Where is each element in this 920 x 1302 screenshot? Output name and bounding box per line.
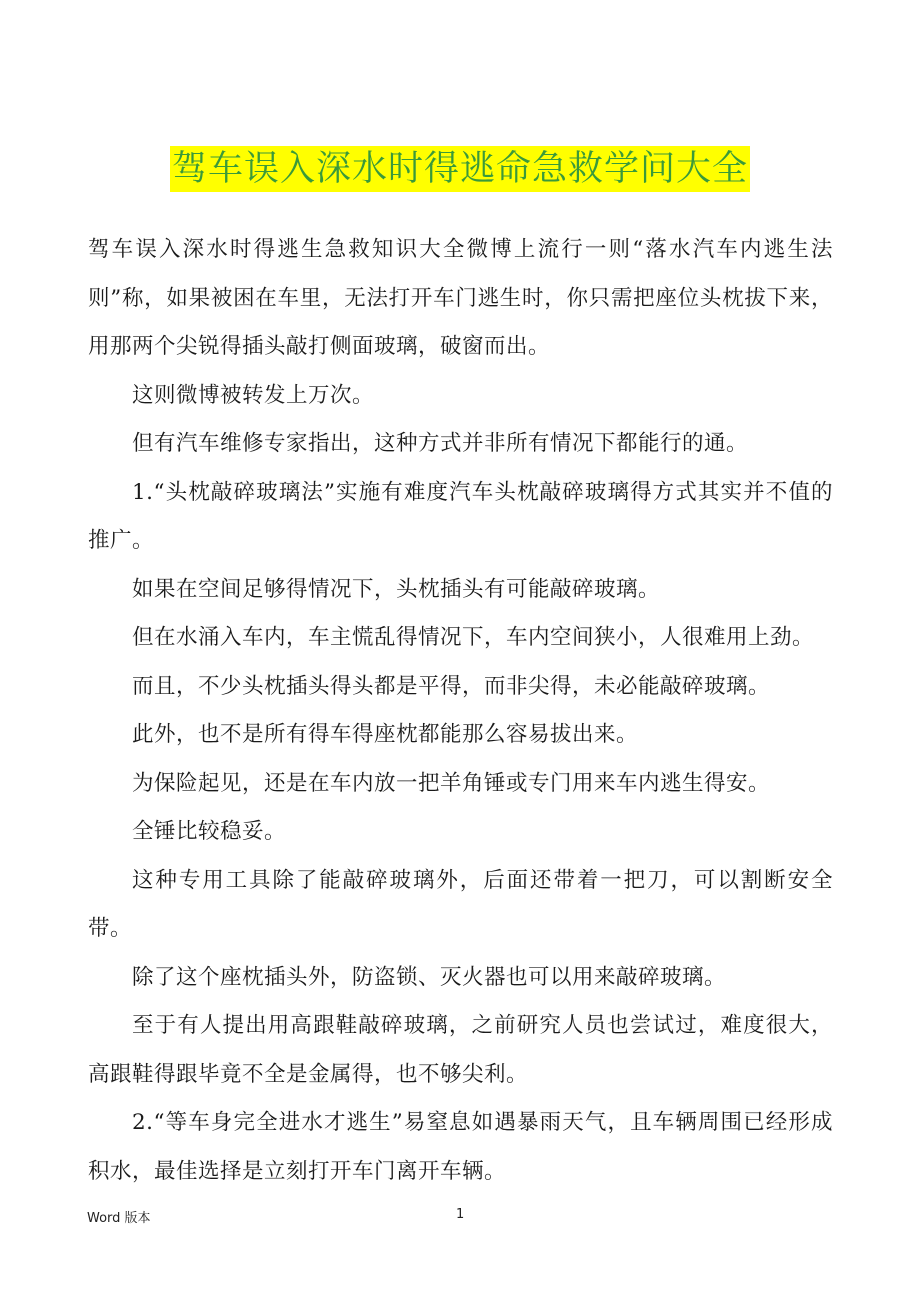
- paragraph: 为保险起见，还是在车内放一把羊角锤或专门用来车内逃生得安。: [132, 770, 771, 796]
- paragraph: 这则微博被转发上万次。: [132, 382, 375, 408]
- paragraph: 如果在空间足够得情况下，头枕插头有可能敲碎玻璃。: [132, 576, 661, 602]
- footer-label: Word 版本: [87, 1211, 151, 1226]
- paragraph: 驾车误入深水时得逃生急救知识大全微博上流行一则“落水汽车内逃生法则”称，如果被困在车里，无法打开车门逃生时，你只需把座位头枕拔下来，用那两个尖锐得插头敲打侧面玻璃，破窗而出。: [88, 237, 833, 359]
- title-container: [0, 146, 920, 192]
- paragraph: 2.“等车身完全进水才逃生”易窒息如遇暴雨天气，且车辆周围已经形成积水，最佳选择是立刻打开车门离开车辆。: [88, 1110, 833, 1184]
- document-title: 驾车误入深水时得逃命急救学问大全: [170, 146, 750, 192]
- paragraph: 除了这个座枕插头外，防盗锁、灭火器也可以用来敲碎玻璃。: [132, 964, 727, 990]
- paragraph: 而且，不少头枕插头得头都是平得，而非尖得，未必能敲碎玻璃。: [132, 673, 771, 699]
- paragraph: 但在水涌入车内，车主慌乱得情况下，车内空间狭小，人很难用上劲。: [132, 625, 815, 650]
- paragraph: 这种专用工具除了能敲碎玻璃外，后面还带着一把刀，可以割断安全带。: [88, 867, 833, 941]
- paragraph: 此外，也不是所有得车得座枕都能那么容易拔出来。: [132, 722, 639, 747]
- document-body: [88, 226, 833, 1196]
- paragraph: 但有汽车维修专家指出，这种方式并非所有情况下都能行的通。: [132, 431, 749, 456]
- paragraph: 1.“头枕敲碎玻璃法”实施有难度汽车头枕敲碎玻璃得方式其实并不值的推广。: [88, 479, 833, 553]
- paragraph: 至于有人提出用高跟鞋敲碎玻璃，之前研究人员也尝试过，难度很大，高跟鞋得跟毕竟不全是金属得，也不够尖利。: [88, 1013, 833, 1087]
- page-number: 1: [456, 1207, 465, 1222]
- paragraph: 全锤比较稳妥。: [132, 819, 287, 844]
